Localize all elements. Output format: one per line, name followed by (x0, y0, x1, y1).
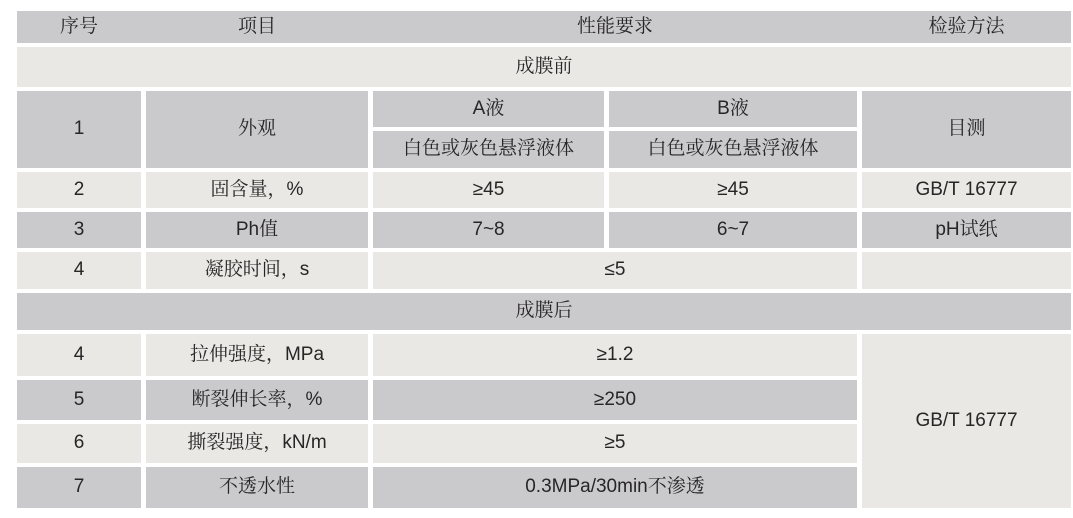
header-label-no: 序号 (59, 15, 98, 37)
elongation-no-cell: 5 (17, 380, 141, 420)
liquid-b-header-cell: B液 (609, 91, 857, 127)
gel-time-no-cell: 4 (17, 252, 141, 289)
header-label-item: 项目 (237, 15, 276, 37)
liquid-a-header-cell: A液 (373, 91, 604, 127)
appearance-no-cell: 1 (17, 91, 141, 168)
tensile-item-cell: 拉伸强度，MPa (146, 334, 368, 376)
spec-table (17, 11, 1071, 508)
ph-item-cell: Ph值 (146, 212, 368, 248)
ph-a-value-cell: 7~8 (373, 212, 604, 248)
solid-content-a-value-cell: ≥45 (373, 172, 604, 208)
tear-value-cell: ≥5 (373, 424, 857, 463)
elongation-value-cell: ≥250 (373, 380, 857, 420)
gel-time-value-cell: ≤5 (373, 252, 857, 289)
liquid-a-value-cell: 白色或灰色悬浮液体 (373, 131, 604, 168)
header-label-method: 检验方法 (928, 15, 1005, 37)
elongation-item-cell: 断裂伸长率，% (146, 380, 368, 420)
after-merged-method-cell: GB/T 16777 (862, 334, 1071, 508)
appearance-item-cell: 外观 (146, 91, 368, 168)
section-before-band: 成膜前 (17, 47, 1071, 87)
gel-time-method-cell (862, 252, 1071, 289)
header-row (17, 11, 1071, 43)
impermeability-value-cell: 0.3MPa/30min不渗透 (373, 467, 857, 508)
impermeability-item-cell: 不透水性 (146, 467, 368, 508)
solid-content-method-cell: GB/T 16777 (862, 172, 1071, 208)
ph-no-cell: 3 (17, 212, 141, 248)
appearance-method-cell: 目测 (862, 91, 1071, 168)
solid-content-item-cell: 固含量，% (146, 172, 368, 208)
ph-b-value-cell: 6~7 (609, 212, 857, 248)
header-label-requirement: 性能要求 (576, 15, 653, 37)
liquid-b-value-cell: 白色或灰色悬浮液体 (609, 131, 857, 168)
tensile-value-cell: ≥1.2 (373, 334, 857, 376)
tear-no-cell: 6 (17, 424, 141, 463)
impermeability-no-cell: 7 (17, 467, 141, 508)
tear-item-cell: 撕裂强度，kN/m (146, 424, 368, 463)
ph-method-cell: pH试纸 (862, 212, 1071, 248)
solid-content-no-cell: 2 (17, 172, 141, 208)
solid-content-b-value-cell: ≥45 (609, 172, 857, 208)
gel-time-item-cell: 凝胶时间，s (146, 252, 368, 289)
section-after-band: 成膜后 (17, 293, 1071, 330)
tensile-no-cell: 4 (17, 334, 141, 376)
